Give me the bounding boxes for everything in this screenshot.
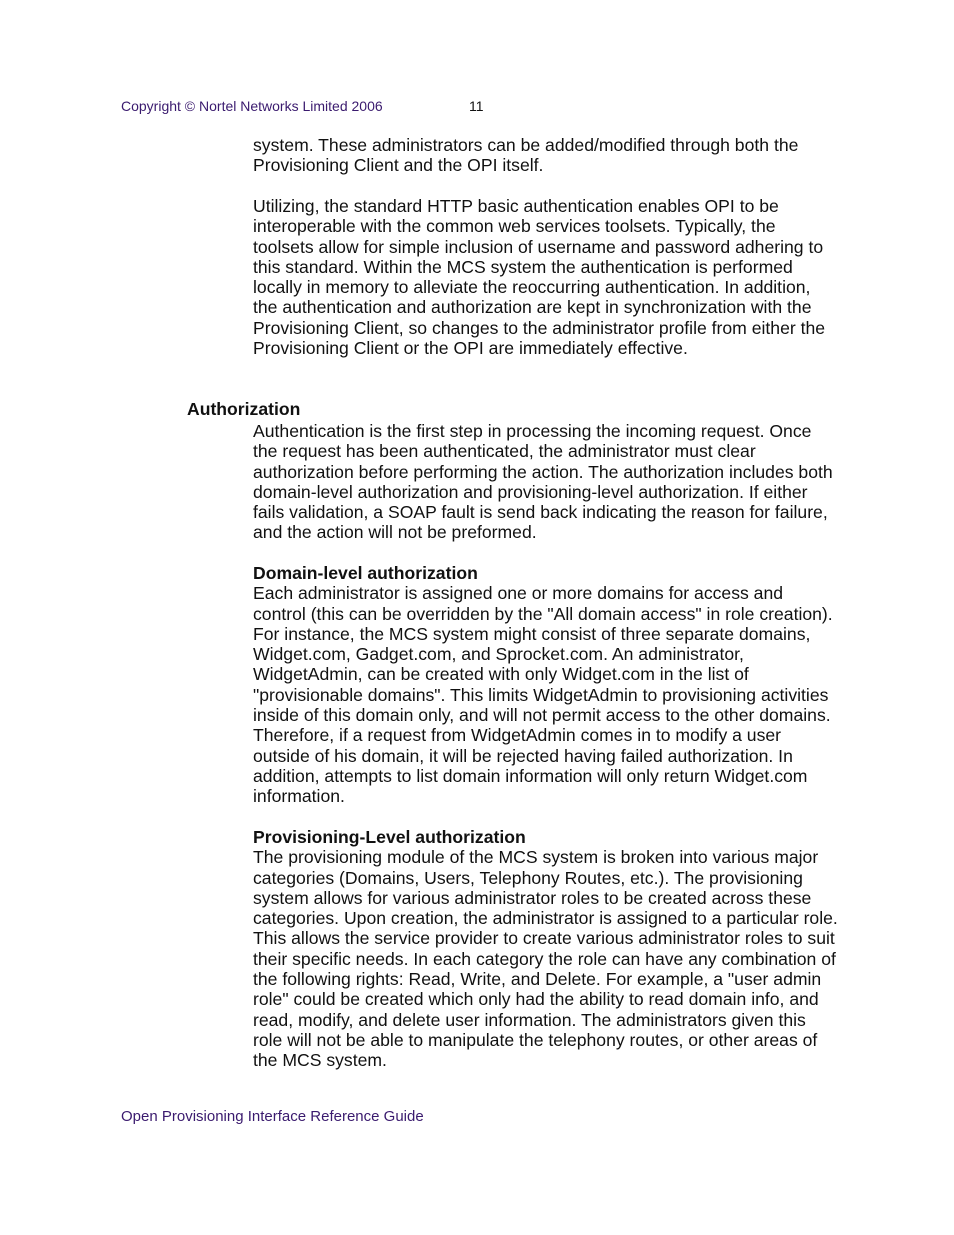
footer-guide-title: Open Provisioning Interface Reference Guide: [121, 1108, 424, 1125]
domain-level-section: [253, 563, 838, 807]
header-copyright: Copyright © Nortel Networks Limited 2006: [121, 98, 383, 114]
paragraph-domain-level: Each administrator is assigned one or more domains for access and control (this can be overridden by the "All domain access" in role creation). For instance, the MCS system might consist of three separate domains, Widget.com, Gadget.com, and Sprocket.com. An administrator, WidgetAdmin, can be created with only Widget.com in the list of "provisionable domains". This limits WidgetAdmin to provisioning activities inside of this domain only, and will not permit access to the other domains. Therefore, if a request from WidgetAdmin comes in to modify a user outside of his domain, it will be rejected having failed authorization. In addition, attempts to list domain information will only return Widget.com information.: [253, 583, 833, 807]
page-number: 11: [469, 98, 484, 114]
subheading-domain-level: Domain-level authorization: [253, 563, 478, 583]
paragraph-continuation: system. These administrators can be added/modified through both the Provisioning Client and the OPI itself.: [253, 135, 799, 176]
paragraph-provisioning-level: The provisioning module of the MCS system is broken into various major categories (Domains, Users, Telephony Routes, etc.). The provisioning system allows for various administrator roles to be created across these categories. Upon creation, the administrator is assigned to a particular role. This allows the service provider to create various administrator roles to suit their specific needs. In each category the role can have any combination of the following rights: Read, Write, and Delete. For example, a "user admin role" could be created which only had the ability to read domain info, and read, modify, and delete user information. The administrators given this role will not be able to manipulate the telephony routes, or other areas of the MCS system.: [253, 847, 838, 1071]
section-heading-authorization: Authorization: [187, 399, 301, 419]
provisioning-level-section: [253, 827, 838, 1071]
subheading-provisioning-level: Provisioning-Level authorization: [253, 827, 526, 847]
paragraph-http-auth: Utilizing, the standard HTTP basic authentication enables OPI to be interoperable with the common web services toolsets. Typically, the toolsets allow for simple inclusion of username and password adhering to this standard. Within the MCS system the authentication is performed locally in memory to alleviate the reoccurring authentication. In addition, the authentication and authorization are kept in synchronization with the Provisioning Client, so changes to the administrator profile from either the Provisioning Client or the OPI are immediately effective.: [253, 196, 826, 359]
paragraph-authorization-intro: Authentication is the first step in processing the incoming request. Once the request has been authenticated, the administrator must clear authorization before performing the action. The authorization includes both domain-level authorization and provisioning-level authorization. If either fails validation, a SOAP fault is send back indicating the reason for failure, and the action will not be preformed.: [253, 421, 833, 543]
